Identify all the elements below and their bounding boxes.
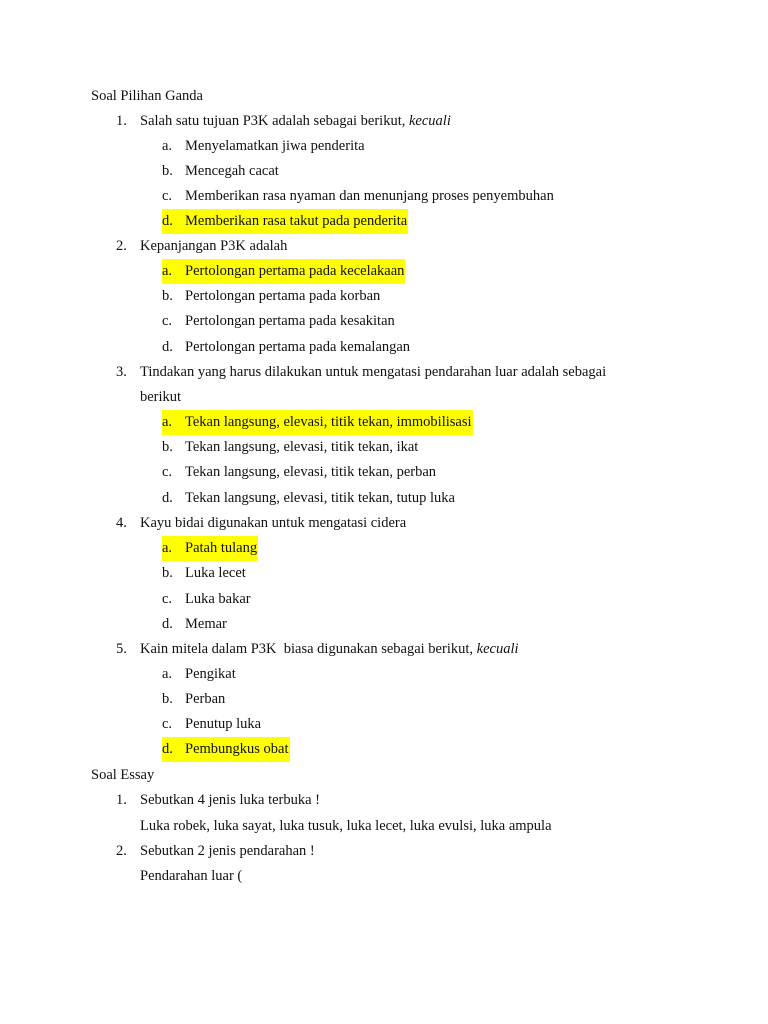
option-letter: c.	[162, 716, 173, 732]
essay-number: 1.	[116, 792, 127, 808]
option-letter: d.	[162, 616, 173, 632]
option-text: Luka lecet	[185, 565, 246, 581]
option-text: Menyelamatkan jiwa penderita	[185, 138, 365, 154]
option-letter: a.	[162, 263, 173, 279]
essay-answer-text: Luka robek, luka sayat, luka tusuk, luka lecet, luka evulsi, luka ampula	[140, 818, 552, 834]
mc-section-title: Soal Pilihan Ganda	[91, 88, 203, 104]
option-letter: c.	[162, 464, 173, 480]
answer-highlight	[162, 410, 473, 435]
option-text: Patah tulang	[185, 540, 258, 556]
essay-answer-text: Pendarahan luar (	[140, 868, 243, 884]
question-text: Kain mitela dalam P3K biasa digunakan sebagai berikut,	[140, 641, 477, 657]
option-text: Pertolongan pertama pada korban	[185, 288, 381, 304]
option-letter: b.	[162, 439, 173, 455]
essay-answer-2	[140, 864, 242, 889]
essay-question-text: Sebutkan 2 jenis pendarahan !	[140, 843, 315, 859]
option-letter: a.	[162, 138, 173, 154]
question-text-continued: berikut	[140, 389, 182, 405]
question-number: 3.	[116, 364, 127, 380]
option-text: Mencegah cacat	[185, 163, 279, 179]
question-number: 1.	[116, 113, 127, 129]
answer-highlight	[162, 259, 405, 284]
option-letter: d.	[162, 339, 173, 355]
option-text: Memberikan rasa takut pada penderita	[185, 213, 408, 229]
answer-highlight	[162, 737, 290, 762]
question-text: Tindakan yang harus dilakukan untuk mengatasi pendarahan luar adalah sebagai	[140, 364, 607, 380]
option-letter: c.	[162, 188, 173, 204]
question-text: Kayu bidai digunakan untuk mengatasi cidera	[140, 515, 407, 531]
option-letter: c.	[162, 313, 173, 329]
question-text: Salah satu tujuan P3K adalah sebagai berikut,	[140, 113, 409, 129]
question-text: Kepanjangan P3K adalah	[140, 238, 288, 254]
option-letter: d.	[162, 741, 173, 757]
option-letter: a.	[162, 540, 173, 556]
essay-section-title: Soal Essay	[91, 767, 155, 783]
option-text: Pertolongan pertama pada kesakitan	[185, 313, 395, 329]
option-text: Pengikat	[185, 666, 236, 682]
option-letter: a.	[162, 414, 173, 430]
answer-highlight	[162, 536, 258, 561]
question-text-italic: kecuali	[409, 113, 451, 129]
option-text: Luka bakar	[185, 591, 251, 607]
option-text: Penutup luka	[185, 716, 262, 732]
option-letter: b.	[162, 288, 173, 304]
option-letter: b.	[162, 163, 173, 179]
essay-question-text: Sebutkan 4 jenis luka terbuka !	[140, 792, 320, 808]
option-letter: c.	[162, 591, 173, 607]
option-text: Tekan langsung, elevasi, titik tekan, ikat	[185, 439, 419, 455]
option-letter: a.	[162, 666, 173, 682]
question-number: 2.	[116, 238, 127, 254]
answer-highlight	[162, 209, 408, 234]
option-letter: b.	[162, 565, 173, 581]
option-text: Memberikan rasa nyaman dan menunjang proses penyembuhan	[185, 188, 554, 204]
question-number: 4.	[116, 515, 127, 531]
option-text: Tekan langsung, elevasi, titik tekan, perban	[185, 464, 437, 480]
option-letter: b.	[162, 691, 173, 707]
option-text: Pertolongan pertama pada kemalangan	[185, 339, 411, 355]
question-3-continued	[140, 385, 181, 410]
essay-answer-1	[140, 814, 552, 839]
question-text-italic: kecuali	[476, 641, 519, 657]
option-text: Perban	[185, 691, 226, 707]
option-text: Memar	[185, 616, 227, 632]
option-letter: d.	[162, 213, 173, 229]
essay-number: 2.	[116, 843, 127, 859]
option-text: Pembungkus obat	[185, 741, 289, 757]
option-text: Tekan langsung, elevasi, titik tekan, immobilisasi	[185, 414, 472, 430]
option-text: Pertolongan pertama pada kecelakaan	[185, 263, 405, 279]
option-text: Tekan langsung, elevasi, titik tekan, tutup luka	[185, 490, 455, 506]
question-number: 5.	[116, 641, 127, 657]
option-letter: d.	[162, 490, 173, 506]
